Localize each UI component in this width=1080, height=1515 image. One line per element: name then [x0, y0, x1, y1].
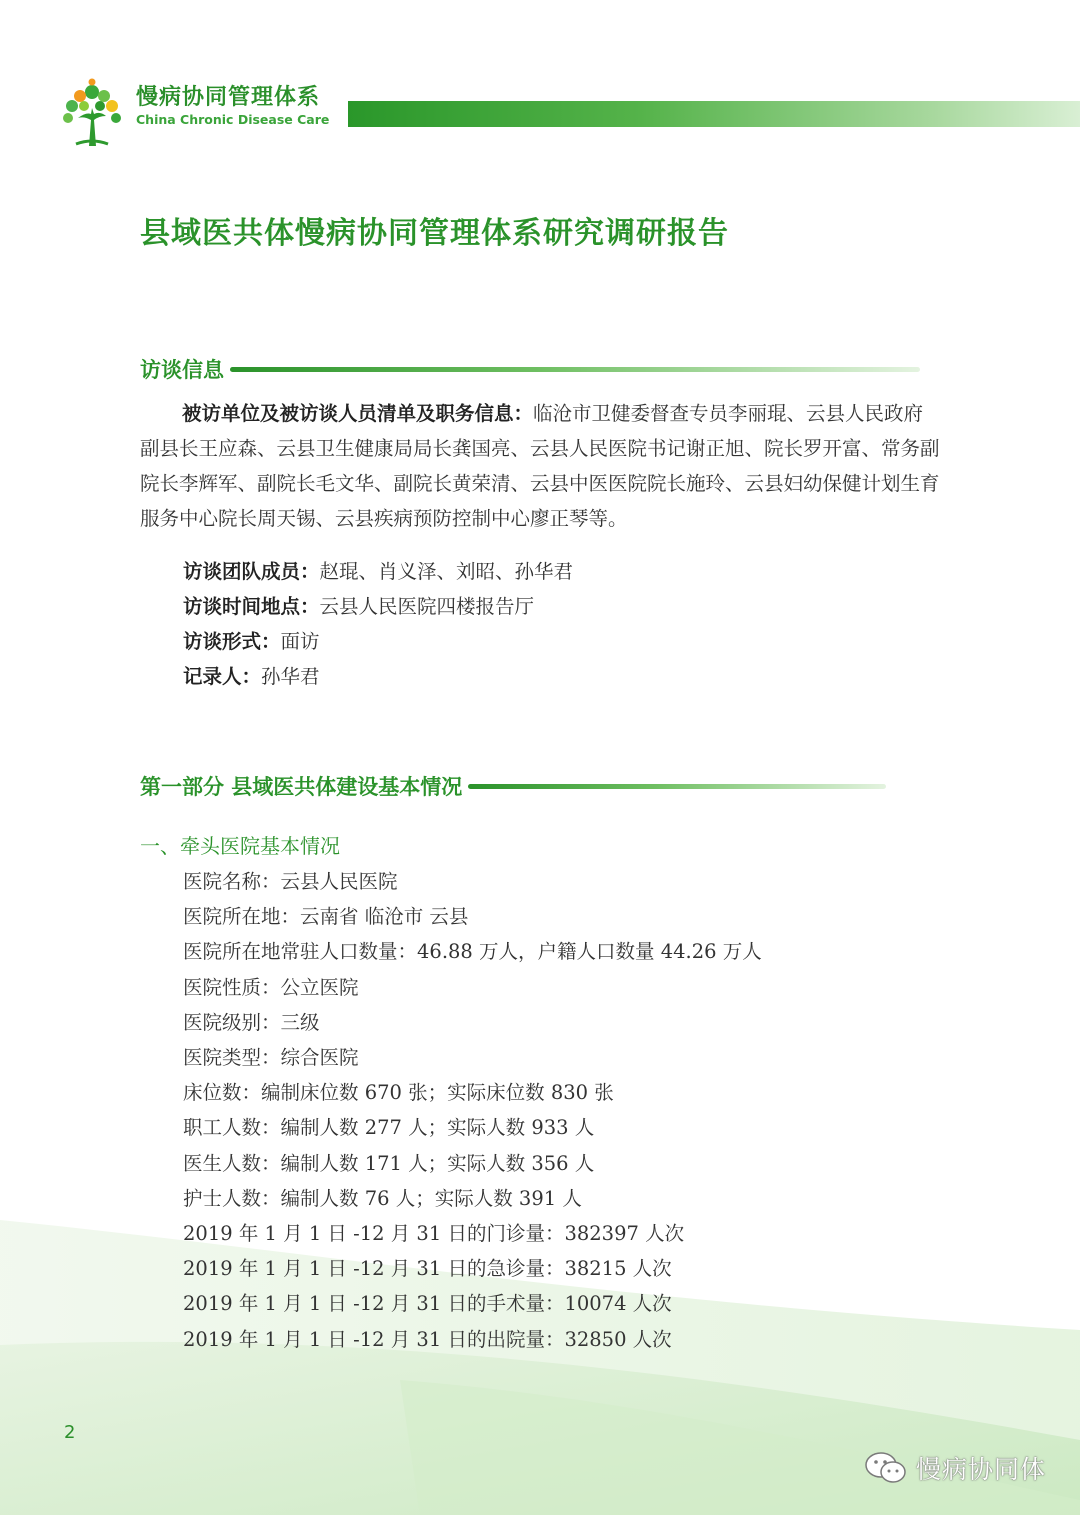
- brand-logo: [58, 78, 328, 150]
- team-label: 访谈团队成员：: [183, 560, 320, 583]
- sub-heading-hospital-basic: 一、牵头医院基本情况: [140, 834, 340, 858]
- list-item: 2019 年 1 月 1 日 -12 月 31 日的手术量：10074 人次: [183, 1292, 672, 1316]
- interviewees-label: 被访单位及被访谈人员清单及职务信息：: [182, 402, 534, 425]
- list-item: 床位数：编制床位数 670 张；实际床位数 830 张: [183, 1081, 614, 1105]
- section-rule: [468, 784, 886, 789]
- section-rule: [230, 367, 920, 372]
- team-value: 赵琨、肖义泽、刘昭、孙华君: [319, 560, 574, 583]
- list-item: 2019 年 1 月 1 日 -12 月 31 日的出院量：32850 人次: [183, 1327, 672, 1351]
- list-item: 医院名称：云县人民医院: [183, 870, 398, 893]
- place-row: [183, 589, 534, 624]
- recorder-row: [183, 659, 320, 694]
- tree-logo-icon: [58, 78, 126, 148]
- place-label: 访谈时间地点：: [183, 595, 320, 618]
- header-gradient-bar: [348, 101, 1080, 127]
- list-item: 2019 年 1 月 1 日 -12 月 31 日的门诊量：382397 人次: [183, 1222, 685, 1246]
- list-item: 医院级别：三级: [183, 1010, 320, 1034]
- recorder-label: 记录人：: [183, 665, 262, 688]
- logo-chinese-text: 慢病协同管理体系: [136, 85, 321, 110]
- interviewees-text: 临沧市卫健委督查专员李丽琨、云县人民政府副县长王应森、云县卫生健康局局长龚国亮、云县人民医院书记谢正旭、院长罗开富、常务副院长李辉军、副院长毛文华、副院长黄荣清、云县中医医院院长施玲、云县妇幼保健计划生育服务中心院长周天锡、云县疾病预防控制中心廖正琴等。: [140, 402, 940, 530]
- document-title: 县域医共体慢病协同管理体系研究调研报告: [140, 216, 729, 251]
- form-row: [183, 624, 320, 659]
- form-label: 访谈形式：: [183, 630, 281, 653]
- section-heading-text: 第一部分 县域医共体建设基本情况: [140, 775, 463, 799]
- list-item: 医院所在地常驻人口数量：46.88 万人，户籍人口数量 44.26 万人: [183, 940, 762, 964]
- recorder-value: 孙华君: [261, 665, 320, 688]
- wechat-icon: [864, 1450, 908, 1486]
- place-value: 云县人民医院四楼报告厅: [319, 595, 535, 618]
- list-item: 医院性质：公立医院: [183, 975, 359, 999]
- interviewees-paragraph: [140, 396, 940, 536]
- section-heading-text: 访谈信息: [140, 358, 224, 382]
- list-item: 护士人数：编制人数 76 人；实际人数 391 人: [183, 1186, 582, 1210]
- list-item: 医生人数：编制人数 171 人；实际人数 356 人: [183, 1151, 595, 1175]
- hospital-info-list: [183, 864, 762, 1357]
- form-value: 面访: [280, 630, 320, 653]
- section-heading-interview: [140, 354, 920, 384]
- list-item: 医院所在地：云南省 临沧市 云县: [183, 905, 469, 929]
- list-item: 医院类型：综合医院: [183, 1046, 359, 1070]
- list-item: 职工人数：编制人数 277 人；实际人数 933 人: [183, 1116, 595, 1140]
- team-row: [183, 554, 573, 589]
- wechat-account-name: 慢病协同体: [916, 1455, 1047, 1484]
- section-heading-part1: [140, 771, 886, 801]
- list-item: 2019 年 1 月 1 日 -12 月 31 日的急诊量：38215 人次: [183, 1257, 672, 1281]
- wechat-watermark: [864, 1450, 1046, 1486]
- page-number: 2: [64, 1422, 76, 1443]
- logo-english-text: China Chronic Disease Care: [136, 112, 330, 127]
